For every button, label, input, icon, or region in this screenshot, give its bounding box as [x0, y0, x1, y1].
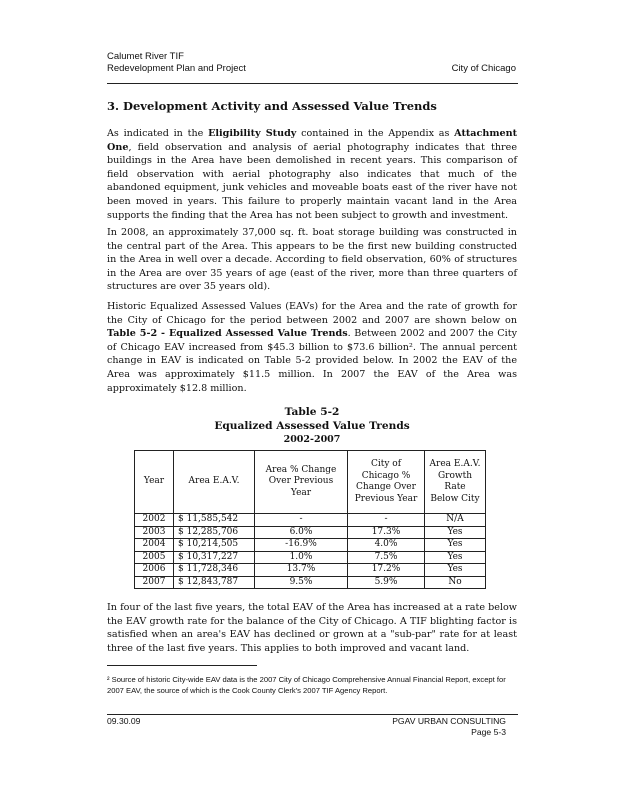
table-row: 2002 $ 11,585,542 - - N/A — [135, 514, 486, 527]
col-header-city-change: City of Chicago % Change Over Previous Year — [348, 451, 425, 514]
header-city: City of Chicago — [451, 63, 516, 74]
footer-divider — [107, 714, 518, 715]
header-project-name: Calumet River TIF — [107, 51, 184, 62]
attachment-one-ref: Attachment One — [107, 128, 518, 153]
col-header-area-change: Area % Change Over Previous Year — [255, 451, 348, 514]
table-number: Table 5-2 — [284, 406, 340, 418]
eligibility-study-ref: Eligibility Study — [208, 128, 297, 139]
table-row: 2005 $ 10,317,227 1.0% 7.5% Yes — [135, 551, 486, 564]
table-row: 2007 $ 12,843,787 9.5% 5.9% No — [135, 576, 486, 589]
paragraph-conclusion: In four of the last five years, the total EAV of the Area has increased at a rate below the EAV growth rate for the balance of the City of Chicago. A TIF blighting factor is satisfied when an area's EAV has declined or grown at a "sub-par" rate for at least three of the last five years. This applies to both improved and vacant land. — [107, 602, 517, 654]
table-years: 2002-2007 — [283, 434, 341, 445]
table-row: 2006 $ 11,728,346 13.7% 17.2% Yes — [135, 564, 486, 577]
footer-date: 09.30.09 — [107, 716, 141, 726]
table-reference: Table 5-2 - Equalized Assessed Value Trends — [107, 328, 348, 340]
footer-firm: PGAV URBAN CONSULTING — [392, 716, 506, 726]
page-number: Page 5-3 — [471, 727, 506, 737]
table-title: Equalized Assessed Value Trends — [214, 420, 410, 432]
col-header-year: Year — [135, 451, 174, 514]
table-caption — [107, 405, 517, 447]
col-header-area-eav: Area E.A.V. — [174, 451, 255, 514]
table-header-row — [135, 451, 486, 514]
footnote: ² Source of historic City-wide EAV data is the 2007 City of Chicago Comprehensive Annual Financial Report, except for 2007 EAV, the source of which is the Cook County Clerk's 2007 TIF Agency Report. — [107, 675, 506, 695]
paragraph-eav-history: Historic Equalized Assessed Values (EAVs) for the Area and the rate of growth for the City of Chicago for the period between 2002 and 2007 are shown below on Table 5-2 - Equalized Assessed Value Trends. Between 2002 and 2007 the City of Chicago EAV increased from $45.3 billion to $73.6 billion². The annual percent change in EAV is indicated on Table 5-2 provided below. In 2002 the EAV of the Area was approximately $11.5 million. In 2007 the EAV of the Area was approximately $12.8 million. — [107, 301, 517, 394]
table-row: 2003 $ 12,285,706 6.0% 17.3% Yes — [135, 526, 486, 539]
section-title: 3. Development Activity and Assessed Value Trends — [107, 99, 437, 113]
header-divider — [107, 83, 518, 84]
footnote-divider — [107, 665, 257, 666]
table-row: 2004 $ 10,214,505 -16.9% 4.0% Yes — [135, 539, 486, 552]
eav-trends-table — [134, 450, 486, 589]
paragraph-construction: In 2008, an approximately 37,000 sq. ft. boat storage building was constructed in the central part of the Area. This appears to be the first new building constructed in the Area in well over a decade. According to field observation, 60% of structures in the Area are over 35 years of age (east of the river, more than three quarters of structures are over 35 years old). — [107, 227, 517, 293]
col-header-growth-below-city: Area E.A.V. Growth Rate Below City — [425, 451, 486, 514]
page-footer — [107, 716, 506, 738]
header-document-title: Redevelopment Plan and Project — [107, 63, 246, 74]
paragraph-eligibility: As indicated in the Eligibility Study contained in the Appendix as Attachment One, field observation and analysis of aerial photography indicates that three buildings in the Area have been demolished in recent years. This comparison of field observation with aerial photography also indicates that much of the abandoned equipment, junk vehicles and moveable boats east of the river have not been moved in years. This failure to properly maintain vacant land in the Area supports the finding that the Area has not been subject to growth and investment. — [107, 128, 518, 221]
page-header — [107, 51, 516, 75]
